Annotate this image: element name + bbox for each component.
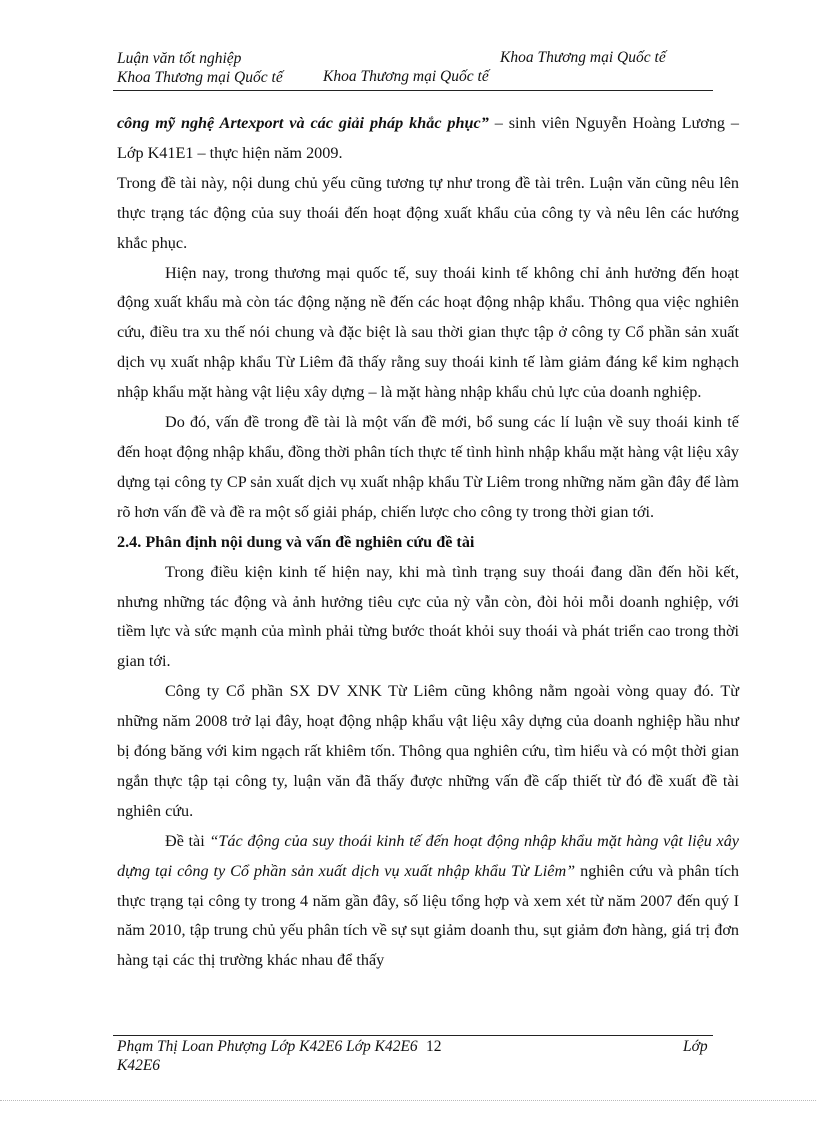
footer-author-text: Phạm Thị Loan Phượng Lớp K42E6 Lớp K42E6 — [117, 1038, 418, 1055]
section-heading: 2.4. Phân định nội dung và vấn đề nghiên cứu đề tài — [117, 532, 475, 551]
page-number: 12 — [426, 1038, 442, 1055]
footer-author — [117, 1037, 442, 1057]
header-title-right: Khoa Thương mại Quốc tế — [500, 49, 666, 66]
footer-divider — [113, 1035, 713, 1036]
header-title-left: Luận văn tốt nghiệp — [117, 50, 242, 67]
paragraph-6: Công ty Cổ phần SX DV XNK Từ Liêm cũng không nằm ngoài vòng quay đó. Từ những năm 2008 trở lại đây, hoạt động nhập khẩu vật liệu xây dựng của doanh nghiệp hầu như bị đóng băng với kim ngạch rất khiêm tốn. Thông qua nghiên cứu, tìm hiểu và có một thời gian ngắn thực tập tại công ty, luận văn đã thấy được những vấn đề cấp thiết từ đó đề xuất đề tài nghiên cứu. — [117, 682, 739, 820]
paragraph-5: Trong điều kiện kinh tế hiện nay, khi mà tình trạng suy thoái đang dần đến hồi kết, nhưng những tác động và ảnh hưởng tiêu cực của nỳ vẫn còn, đòi hỏi mỗi doanh nghiệp, với tiềm lực và sức mạnh của mình phải từng bước thoát khỏi suy thoái và phát triển cao trong thời gian tới. — [117, 562, 739, 671]
paragraph-1 — [117, 109, 739, 169]
header-line2-b: Khoa Thương mại Quốc tế — [323, 68, 489, 85]
paragraph-3: Hiện nay, trong thương mại quốc tế, suy thoái kinh tế không chỉ ảnh hưởng đến hoạt động xuất khẩu mà còn tác động nặng nề đến các hoạt động nhập khẩu. Thông qua việc nghiên cứu, điều tra xu thế nói chung và đặc biệt là sau thời gian thực tập ở công ty Cổ phần sản xuất dịch vụ xuất nhập khẩu Từ Liêm đã thấy rằng suy thoái kinh tế làm giảm đáng kể kim nghạch nhập khẩu mặt hàng vật liệu xây dựng – là mặt hàng nhập khẩu chủ lực của doanh nghiệp. — [117, 263, 739, 402]
paragraph-1-rest: – sinh viên Nguyễn Hoàng Lương – Lớp K41E1 – thực hiện năm 2009. — [117, 114, 740, 162]
header-divider — [113, 90, 713, 91]
paragraph-2: Trong đề tài này, nội dung chủ yếu cũng tương tự như trong đề tài trên. Luận văn cũng nêu lên thực trạng tác động của suy thoái đến hoạt động xuất khẩu của công ty và nêu lên các hướng khắc phục. — [117, 173, 739, 252]
document-body — [117, 109, 739, 976]
page-bottom-dotted-border — [0, 1100, 816, 1101]
topic-title-italic: “Tác động của suy thoái kinh tế đến hoạt động nhập khẩu mặt hàng vật liệu xây dựng tại công ty Cổ phần sản xuất dịch vụ xuất nhập khẩu Từ Liêm” — [117, 831, 739, 880]
paragraph-7-rest: nghiên cứu và phân tích thực trạng tại công ty trong 4 năm gần đây, số liệu tổng hợp và xem xét từ năm 2007 đến quý I năm 2010, tập trung chủ yếu phân tích về sự sụt giảm doanh thu, sụt giảm đơn hàng, giá trị đơn hàng tại các thị trường khác nhau để thấy — [117, 861, 739, 970]
footer-class-label: Lớp — [683, 1038, 708, 1055]
paragraph-7 — [117, 827, 739, 977]
paragraph-7-start: Đề tài — [165, 831, 210, 850]
footer-class-code: K42E6 — [117, 1057, 161, 1074]
paragraph-4: Do đó, vấn đề trong đề tài là một vấn đề mới, bổ sung các lí luận về suy thoái kinh tế đến hoạt động nhập khẩu, đồng thời phân tích thực tế tình hình nhập khẩu mặt hàng vật liệu xây dựng tại công ty CP sản xuất dịch vụ xuất nhập khẩu Từ Liêm trong những năm gần đây để làm rõ hơn vấn đề và đề ra một số giải pháp, chiến lược cho công ty trong thời gian tới. — [117, 413, 739, 521]
header-line2-a: Khoa Thương mại Quốc tế — [117, 69, 283, 86]
thesis-title-fragment: công mỹ nghệ Artexport và các giải pháp khắc phục” — [117, 114, 489, 132]
